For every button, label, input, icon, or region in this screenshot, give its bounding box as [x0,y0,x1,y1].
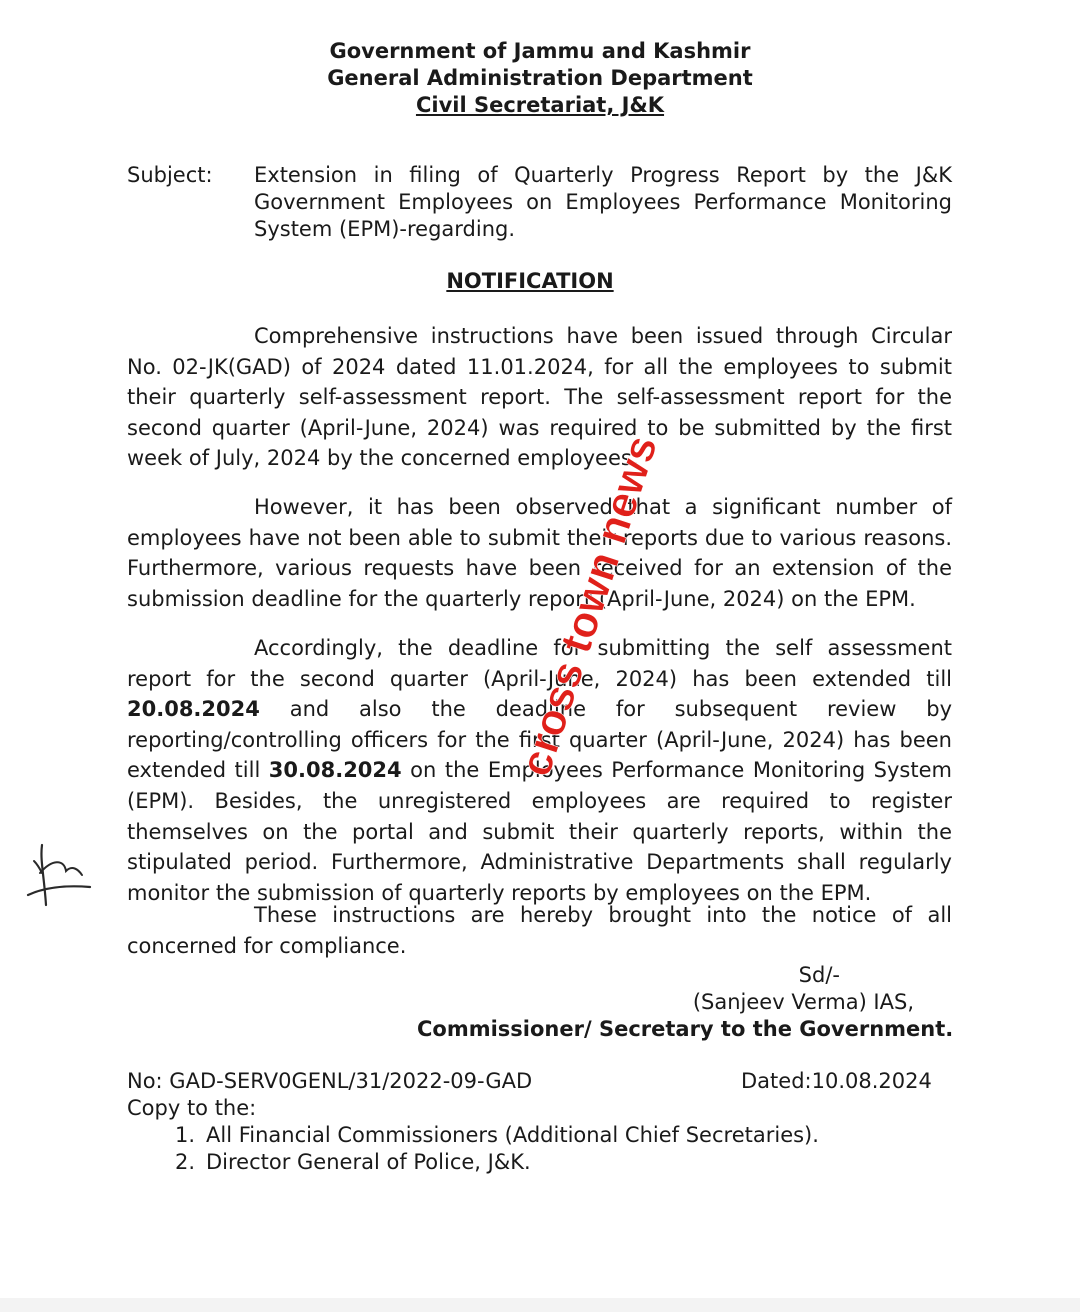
sd-mark: Sd/- [798,963,840,987]
subject-text: Extension in filing of Quarterly Progress Report by the J&K Government Employees on Employees Performance Monitoring System (EPM)-regarding. [254,163,952,241]
list-item-text: Director General of Police, J&K. [206,1150,531,1174]
bottom-edge [0,1298,1080,1312]
list-item [175,1149,819,1176]
reference-number: No: GAD-SERV0GENL/31/2022-09-GAD [127,1069,533,1093]
reference-date: Dated:10.08.2024 [741,1069,932,1093]
secretariat-name: Civil Secretariat, J&K [415,93,665,117]
paragraph-compliance: These instructions are hereby brought into the notice of all concerned for compliance. [127,903,952,958]
list-item-number: 2. [175,1150,196,1174]
government-name: Government of Jammu and Kashmir [329,39,751,63]
signatory-designation: Commissioner/ Secretary to the Government. [417,1017,954,1041]
paragraph-observation: However, it has been observed that a significant number of employees have not been able to submit their reports due to various reasons. Furthermore, various requests have been received for an extension of the submission deadline for the quarterly report (April-June, 2024) on the EPM. [127,495,952,611]
deadline-self-assessment: 20.08.2024 [127,697,260,722]
list-item [175,1122,819,1149]
paragraph-extension [127,633,952,908]
handwritten-initials [20,835,100,915]
paragraph-circular: Comprehensive instructions have been issued through Circular No. 02-JK(GAD) of 2024 dated 11.01.2024, for all the employees to submit their quarterly self-assessment report. The self-assessment report for the second quarter (April-June, 2024) was required to be submitted by the first week of July, 2024 by the concerned employees. [127,324,952,471]
subject-label: Subject: [127,163,213,187]
extension-text-b: and also the deadline for subsequent review by reporting/controlling officers for the first quarter (April-June, 2024) has been extended till [127,697,952,783]
notification-title: NOTIFICATION [446,269,614,293]
signatory-name: (Sanjeev Verma) IAS, [692,990,914,1014]
copy-to-heading: Copy to the: [127,1096,257,1120]
list-item-number: 1. [175,1123,196,1147]
extension-text-a: Accordingly, the deadline for submitting the self assessment report for the second quarter (April-June, 2024) has been extended till [127,636,952,691]
letterhead [0,38,1080,119]
list-item-text: All Financial Commissioners (Additional Chief Secretaries). [206,1123,819,1147]
deadline-review: 30.08.2024 [268,758,402,783]
watermark-text: cross town news [510,429,668,782]
department-name: General Administration Department [327,66,753,90]
extension-text-c: on the Employees Performance Monitoring System (EPM). Besides, the unregistered employees are required to register themselves on the portal and submit their quarterly reports, within the stipulated period. Furthermore, Administrative Departments shall regularly monitor the submission of quarterly reports by employees on the EPM. [127,758,952,905]
copy-to-list [175,1122,819,1176]
